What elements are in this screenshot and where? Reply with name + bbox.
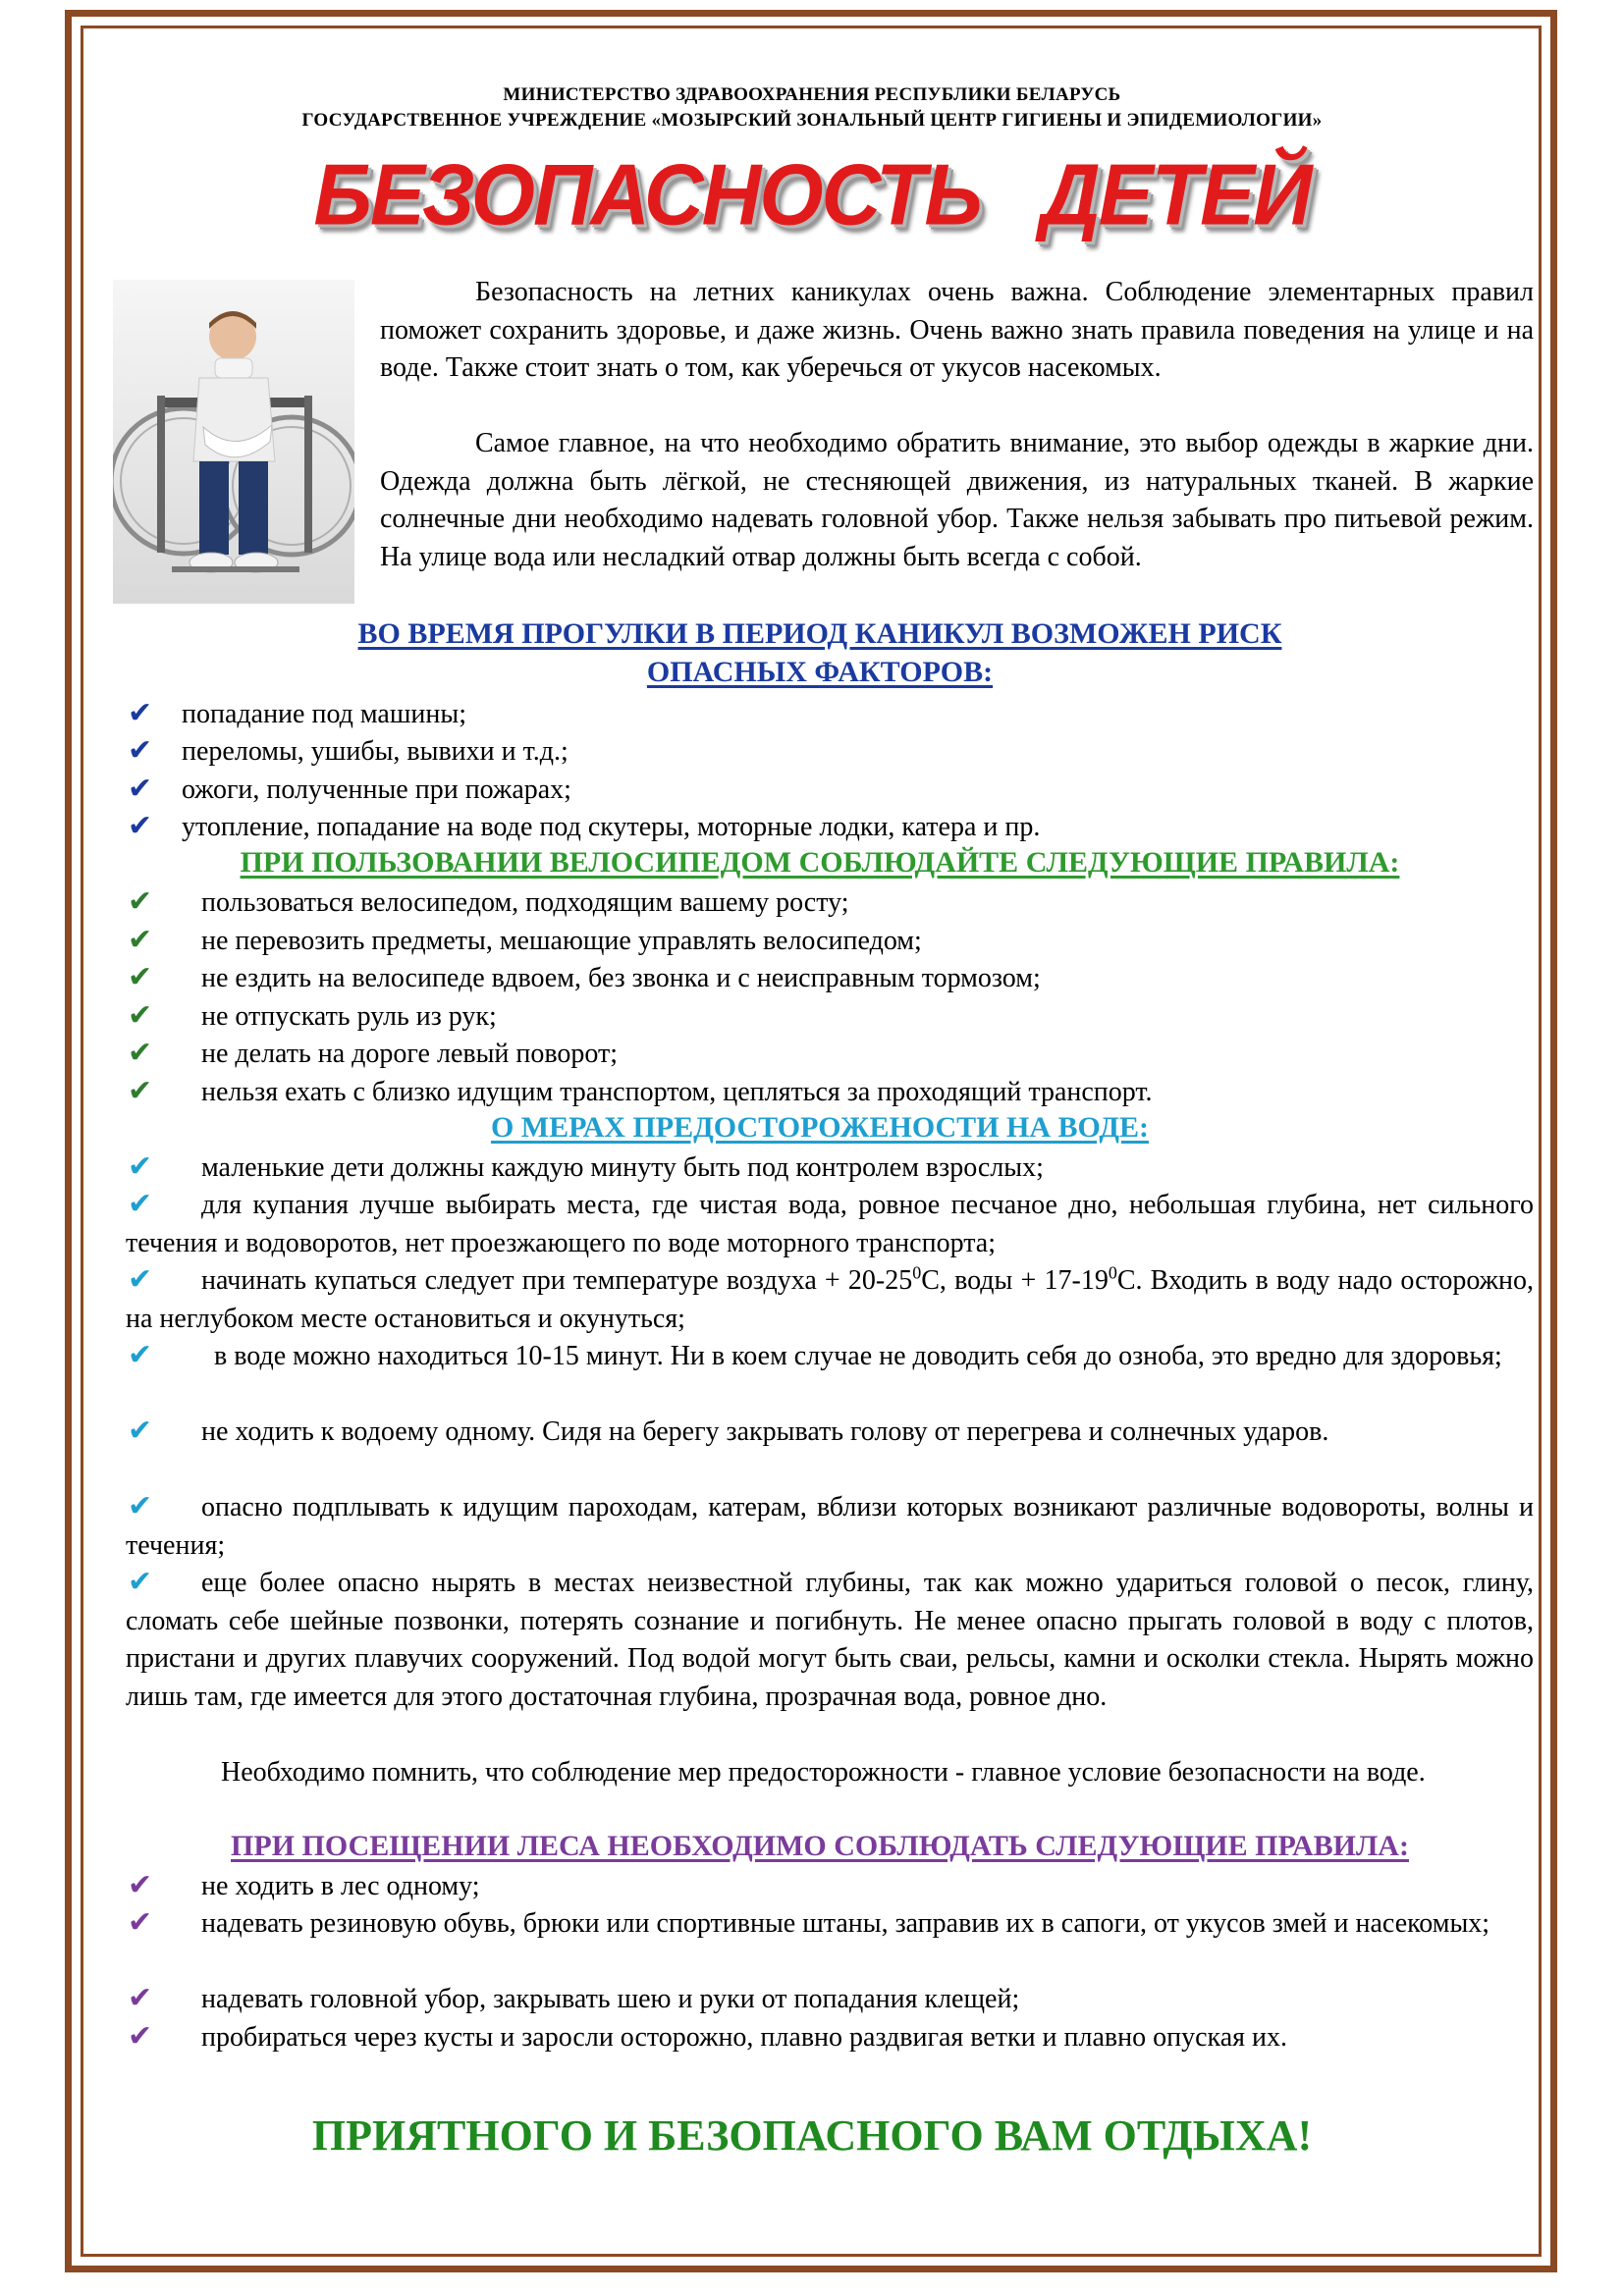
water-safety-note: Необходимо помнить, что соблюдение мер предосторожности - главное условие безопасности на воде. bbox=[221, 1757, 1426, 1788]
risk-heading-line-1: ВО ВРЕМЯ ПРОГУЛКИ В ПЕРИОД КАНИКУЛ ВОЗМОЖЕН РИСК bbox=[357, 617, 1282, 650]
check-icon: ✔ bbox=[128, 960, 153, 994]
water-item: маленькие дети должны каждую минуту быть под контролем взрослых; bbox=[201, 1152, 1044, 1183]
water-item: для купания лучше выбирать места, где чистая вода, ровное песчаное дно, небольшая глубина, нет сильного течения и водоворотов, нет проезжающего по воде моторного транспорта; bbox=[126, 1190, 1534, 1258]
check-icon: ✔ bbox=[128, 696, 153, 730]
water-item: не ходить к водоему одному. Сидя на берегу закрывать голову от перегрева и солнечных ударов. bbox=[201, 1416, 1329, 1447]
ministry-line: МИНИСТЕРСТВО ЗДРАВООХРАНЕНИЯ РЕСПУБЛИКИ БЕЛАРУСЬ bbox=[503, 84, 1121, 105]
check-icon: ✔ bbox=[128, 1338, 153, 1372]
risk-heading-line-2: ОПАСНЫХ ФАКТОРОВ: bbox=[646, 656, 994, 688]
bike-item: не перевозить предметы, мешающие управлять велосипедом; bbox=[201, 926, 922, 956]
forest-heading: ПРИ ПОСЕЩЕНИИ ЛЕСА НЕОБХОДИМО СОБЛЮДАТЬ СЛЕДУЮЩИЕ ПРАВИЛА: bbox=[231, 1830, 1409, 1862]
check-icon: ✔ bbox=[128, 923, 153, 957]
closing-message: ПРИЯТНОГО И БЕЗОПАСНОГО ВАМ ОТДЫХА! bbox=[311, 2111, 1313, 2160]
check-icon: ✔ bbox=[128, 1149, 153, 1184]
bike-item: не делать на дороге левый поворот; bbox=[201, 1039, 619, 1069]
check-icon: ✔ bbox=[128, 1187, 153, 1221]
check-icon: ✔ bbox=[128, 1262, 153, 1297]
intro-paragraph-1: Безопасность на летних каникулах очень важна. Соблюдение элементарных правил поможет сохранить здоровье, и даже жизнь. Очень важно знать правила поведения на улице и на воде. Также стоит знать о том, как уберечься от укусов насекомых. bbox=[380, 277, 1534, 383]
bike-item: пользоваться велосипедом, подходящим вашему росту; bbox=[201, 887, 849, 918]
check-icon: ✔ bbox=[128, 2019, 153, 2054]
check-icon: ✔ bbox=[128, 884, 153, 919]
page-title: БЕЗОПАСНОСТЬ ДЕТЕЙ bbox=[313, 145, 1311, 243]
water-item: опасно подплывать к идущим пароходам, катерам, вблизи которых возникают различные водовороты, волны и течения; bbox=[126, 1492, 1534, 1561]
check-icon: ✔ bbox=[128, 772, 153, 806]
forest-item: надевать головной убор, закрывать шею и руки от попадания клещей; bbox=[201, 1984, 1020, 2014]
bike-item: не ездить на велосипеде вдвоем, без звонка и с неисправным тормозом; bbox=[201, 963, 1041, 993]
water-heading: О МЕРАХ ПРЕДОСТОРОЖЕНОСТИ НА ВОДЕ: bbox=[490, 1111, 1150, 1144]
risk-item: утопление, попадание на воде под скутеры, моторные лодки, катера и пр. bbox=[182, 812, 1041, 842]
bike-item: не отпускать руль из рук; bbox=[201, 1001, 497, 1032]
wheelchair-child-photo bbox=[113, 280, 354, 604]
forest-item: надевать резиновую обувь, брюки или спортивные штаны, заправив их в сапоги, от укусов змей и насекомых; bbox=[201, 1908, 1490, 1939]
risk-item: попадание под машины; bbox=[182, 699, 466, 729]
check-icon: ✔ bbox=[128, 809, 153, 843]
risk-item: переломы, ушибы, вывихи и т.д.; bbox=[182, 736, 568, 767]
check-icon: ✔ bbox=[128, 1868, 153, 1902]
check-icon: ✔ bbox=[128, 733, 153, 768]
check-icon: ✔ bbox=[128, 1414, 153, 1448]
check-icon: ✔ bbox=[128, 1565, 153, 1599]
water-item: в воде можно находиться 10-15 минут. Ни в коем случае не доводить себя до озноба, это вредно для здоровья; bbox=[214, 1341, 1502, 1371]
risk-item: ожоги, полученные при пожарах; bbox=[182, 774, 571, 805]
check-icon: ✔ bbox=[128, 1074, 153, 1108]
wheelchair-child-illustration bbox=[113, 280, 354, 604]
bike-heading: ПРИ ПОЛЬЗОВАНИИ ВЕЛОСИПЕДОМ СОБЛЮДАЙТЕ СЛЕДУЮЩИЕ ПРАВИЛА: bbox=[240, 846, 1400, 879]
check-icon: ✔ bbox=[128, 1489, 153, 1523]
forest-item: не ходить в лес одному; bbox=[201, 1871, 480, 1901]
check-icon: ✔ bbox=[128, 998, 153, 1033]
check-icon: ✔ bbox=[128, 1036, 153, 1070]
bike-item: нельзя ехать с близко идущим транспортом, цепляться за проходящий транспорт. bbox=[201, 1077, 1153, 1107]
forest-item: пробираться через кусты и заросли осторожно, плавно раздвигая ветки и плавно опуская их. bbox=[201, 2022, 1288, 2053]
water-item: еще более опасно нырять в местах неизвестной глубины, так как можно удариться головой о песок, глину, сломать себе шейные позвонки, потерять сознание и погибнуть. Не менее опасно прыгать головой в воду с плотов, пристани и других плавучих сооружений. Под водой могут быть сваи, рельсы, камни и осколки стекла. Нырять можно лишь там, где имеется для этого достаточная глубина, прозрачная вода, ровное дно. bbox=[126, 1568, 1534, 1712]
check-icon: ✔ bbox=[128, 1905, 153, 1940]
check-icon: ✔ bbox=[128, 1981, 153, 2015]
water-item: начинать купаться следует при температуре воздуха + $20-25^0С$, воды + $17-19^0С$. Входить в воду надо осторожно, на неглубоком месте остановиться и окунуться; bbox=[126, 1262, 1535, 1334]
institution-line: ГОСУДАРСТВЕННОЕ УЧРЕЖДЕНИЕ «МОЗЫРСКИЙ ЗОНАЛЬНЫЙ ЦЕНТР ГИГИЕНЫ И ЭПИДЕМИОЛОГИИ» bbox=[301, 110, 1323, 131]
intro-paragraph-2: Самое главное, на что необходимо обратить внимание, это выбор одежды в жаркие дни. Одежда должна быть лёгкой, не стесняющей движения, из натуральных тканей. В жаркие солнечные дни необходимо надевать головной убор. Также нельзя забывать про питьевой режим. На улице вода или несладкий отвар должны быть всегда с собой. bbox=[380, 428, 1534, 572]
